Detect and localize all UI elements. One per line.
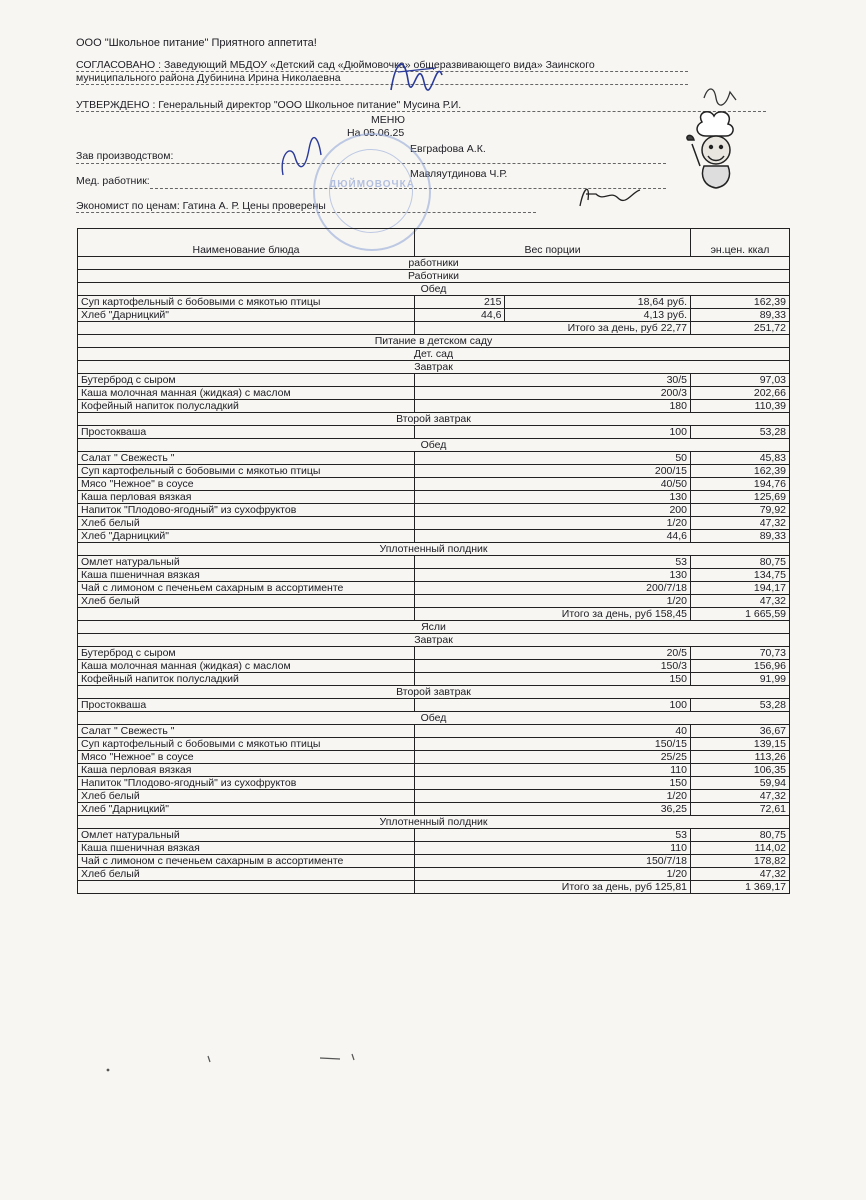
dish-weight: 110	[415, 764, 691, 777]
dish-kcal: 70,73	[691, 647, 790, 660]
dish-kcal: 36,67	[691, 725, 790, 738]
section-row	[78, 816, 790, 829]
dish-kcal: 114,02	[691, 842, 790, 855]
table-row	[78, 556, 790, 569]
table-row	[78, 530, 790, 543]
table-row	[78, 400, 790, 413]
dish-name: Каша молочная манная (жидкая) с маслом	[78, 387, 415, 400]
table-header-row	[78, 229, 790, 257]
dish-weight: 200/7/18	[415, 582, 691, 595]
table-row	[78, 777, 790, 790]
dish-kcal: 80,75	[691, 829, 790, 842]
dish-name: Каша пшеничная вязкая	[78, 842, 415, 855]
section-title: Уплотненный полдник	[78, 816, 790, 829]
dish-name: Каша пшеничная вязкая	[78, 569, 415, 582]
table-row	[78, 751, 790, 764]
dish-weight: 150	[415, 673, 691, 686]
total-label: Итого за день, руб 125,81	[415, 881, 691, 894]
dish-kcal: 194,17	[691, 582, 790, 595]
section-title: работники	[78, 257, 790, 270]
signature-economist	[574, 182, 644, 212]
dish-name: Омлет натуральный	[78, 556, 415, 569]
signature-agreed	[386, 50, 446, 95]
table-row	[78, 738, 790, 751]
dish-name: Мясо "Нежное" в соусе	[78, 478, 415, 491]
dish-name: Каша перловая вязкая	[78, 764, 415, 777]
dish-weight: 40	[415, 725, 691, 738]
menu-table-body	[78, 257, 790, 894]
dish-name: Салат " Свежесть "	[78, 725, 415, 738]
signature-approved	[700, 82, 740, 110]
dish-name: Чай с лимоном с печеньем сахарным в ассортименте	[78, 855, 415, 868]
section-row	[78, 621, 790, 634]
dish-kcal: 125,69	[691, 491, 790, 504]
chef-logo-icon	[680, 110, 750, 190]
section-title: Второй завтрак	[78, 413, 790, 426]
dish-weight: 130	[415, 569, 691, 582]
section-row	[78, 361, 790, 374]
dish-kcal: 110,39	[691, 400, 790, 413]
dish-kcal: 156,96	[691, 660, 790, 673]
total-kcal: 251,72	[691, 322, 790, 335]
table-row	[78, 855, 790, 868]
section-title: Уплотненный полдник	[78, 543, 790, 556]
dish-weight: 1/20	[415, 595, 691, 608]
menu-table	[77, 228, 790, 894]
table-row	[78, 764, 790, 777]
dish-weight: 36,25	[415, 803, 691, 816]
section-row	[78, 257, 790, 270]
dish-weight: 44,6	[415, 530, 691, 543]
dish-weight: 100	[415, 426, 691, 439]
table-row	[78, 517, 790, 530]
table-row	[78, 595, 790, 608]
dish-name: Чай с лимоном с печеньем сахарным в ассортименте	[78, 582, 415, 595]
dish-weight: 25/25	[415, 751, 691, 764]
table-row	[78, 478, 790, 491]
table-row	[78, 842, 790, 855]
section-title: Работники	[78, 270, 790, 283]
total-row	[78, 881, 790, 894]
table-row	[78, 569, 790, 582]
dish-name: Простокваша	[78, 426, 415, 439]
dish-name: Хлеб "Дарницкий"	[78, 803, 415, 816]
table-row	[78, 465, 790, 478]
economist-line: Экономист по ценам: Гатина А. Р. Цены проверены	[76, 200, 536, 213]
dish-kcal: 47,32	[691, 868, 790, 881]
column-header-kcal: эн.цен. ккал	[691, 229, 790, 257]
dish-weight: 1/20	[415, 517, 691, 530]
dish-weight: 53	[415, 829, 691, 842]
dish-name: Хлеб белый	[78, 790, 415, 803]
dish-weight: 130	[415, 491, 691, 504]
dish-name: Мясо "Нежное" в соусе	[78, 751, 415, 764]
dish-weight: 150/15	[415, 738, 691, 751]
dish-weight: 150	[415, 777, 691, 790]
menu-date: На 05.06.25	[347, 127, 405, 139]
dish-weight: 215	[415, 296, 505, 309]
dish-kcal: 162,39	[691, 296, 790, 309]
dish-weight: 150/3	[415, 660, 691, 673]
total-spacer	[78, 881, 415, 894]
dish-kcal: 59,94	[691, 777, 790, 790]
dish-weight: 1/20	[415, 868, 691, 881]
section-row	[78, 348, 790, 361]
dish-name: Напиток "Плодово-ягодный" из сухофруктов	[78, 777, 415, 790]
dish-weight: 180	[415, 400, 691, 413]
dish-kcal: 134,75	[691, 569, 790, 582]
dish-kcal: 53,28	[691, 699, 790, 712]
dish-kcal: 89,33	[691, 530, 790, 543]
section-row	[78, 712, 790, 725]
section-title: Дет. сад	[78, 348, 790, 361]
section-row	[78, 686, 790, 699]
dish-name: Хлеб белый	[78, 595, 415, 608]
section-title: Завтрак	[78, 361, 790, 374]
dish-weight: 200/3	[415, 387, 691, 400]
total-spacer	[78, 322, 415, 335]
dish-name: Кофейный напиток полусладкий	[78, 673, 415, 686]
dish-kcal: 194,76	[691, 478, 790, 491]
section-title: Обед	[78, 283, 790, 296]
med-name: Мавляутдинова Ч.Р.	[410, 168, 508, 180]
table-row	[78, 803, 790, 816]
dish-kcal: 162,39	[691, 465, 790, 478]
dish-weight: 40/50	[415, 478, 691, 491]
dish-name: Суп картофельный с бобовыми с мякотью птицы	[78, 465, 415, 478]
table-row	[78, 725, 790, 738]
dish-kcal: 47,32	[691, 790, 790, 803]
dish-weight: 1/20	[415, 790, 691, 803]
scan-marks	[100, 1050, 400, 1080]
dish-weight: 100	[415, 699, 691, 712]
section-row	[78, 543, 790, 556]
table-row	[78, 504, 790, 517]
chief-label: Зав производством:	[76, 150, 174, 162]
signature-chief	[275, 135, 325, 180]
table-row	[78, 790, 790, 803]
dish-kcal: 53,28	[691, 426, 790, 439]
dish-name: Суп картофельный с бобовыми с мякотью птицы	[78, 296, 415, 309]
dish-weight: 150/7/18	[415, 855, 691, 868]
table-row	[78, 426, 790, 439]
dish-name: Кофейный напиток полусладкий	[78, 400, 415, 413]
agreed-line: СОГЛАСОВАНО : Заведующий МБДОУ «Детский сад «Дюймовочка» общеразвивающего вида» Заинского	[76, 59, 688, 72]
dish-name: Простокваша	[78, 699, 415, 712]
table-row	[78, 374, 790, 387]
table-row	[78, 660, 790, 673]
dish-name: Хлеб "Дарницкий"	[78, 530, 415, 543]
dish-name: Бутерброд с сыром	[78, 374, 415, 387]
dish-kcal: 202,66	[691, 387, 790, 400]
dish-weight: 53	[415, 556, 691, 569]
section-title: Обед	[78, 712, 790, 725]
table-row	[78, 387, 790, 400]
dish-kcal: 45,83	[691, 452, 790, 465]
dish-name: Каша молочная манная (жидкая) с маслом	[78, 660, 415, 673]
dish-kcal: 91,99	[691, 673, 790, 686]
section-title: Завтрак	[78, 634, 790, 647]
dish-kcal: 47,32	[691, 517, 790, 530]
menu-title: МЕНЮ	[371, 114, 405, 126]
dish-weight: 110	[415, 842, 691, 855]
company-line: ООО "Школьное питание" Приятного аппетита!	[76, 37, 317, 49]
dish-name: Салат " Свежесть "	[78, 452, 415, 465]
dish-price: 4,13 руб.	[505, 309, 691, 322]
table-row	[78, 491, 790, 504]
dish-kcal: 178,82	[691, 855, 790, 868]
dish-weight: 20/5	[415, 647, 691, 660]
dish-weight: 200	[415, 504, 691, 517]
section-row	[78, 439, 790, 452]
dish-kcal: 139,15	[691, 738, 790, 751]
dish-name: Хлеб "Дарницкий"	[78, 309, 415, 322]
table-row	[78, 829, 790, 842]
dish-name: Суп картофельный с бобовыми с мякотью птицы	[78, 738, 415, 751]
total-row	[78, 322, 790, 335]
total-label: Итого за день, руб 22,77	[415, 322, 691, 335]
dish-name: Омлет натуральный	[78, 829, 415, 842]
section-row	[78, 335, 790, 348]
dish-kcal: 80,75	[691, 556, 790, 569]
table-row	[78, 452, 790, 465]
section-row	[78, 283, 790, 296]
total-kcal: 1 369,17	[691, 881, 790, 894]
dish-weight: 30/5	[415, 374, 691, 387]
section-title: Питание в детском саду	[78, 335, 790, 348]
column-header-weight: Вес порции	[415, 229, 691, 257]
column-header-dish: Наименование блюда	[78, 229, 415, 257]
section-title: Второй завтрак	[78, 686, 790, 699]
dish-price: 18,64 руб.	[505, 296, 691, 309]
table-row	[78, 309, 790, 322]
table-row	[78, 647, 790, 660]
dish-kcal: 79,92	[691, 504, 790, 517]
chief-name: Евграфова А.К.	[410, 143, 486, 155]
section-row	[78, 413, 790, 426]
total-label: Итого за день, руб 158,45	[415, 608, 691, 621]
dish-name: Хлеб белый	[78, 517, 415, 530]
dish-kcal: 89,33	[691, 309, 790, 322]
dish-kcal: 106,35	[691, 764, 790, 777]
section-row	[78, 634, 790, 647]
dish-kcal: 72,61	[691, 803, 790, 816]
table-row	[78, 582, 790, 595]
total-kcal: 1 665,59	[691, 608, 790, 621]
table-row	[78, 673, 790, 686]
dish-kcal: 47,32	[691, 595, 790, 608]
dish-name: Хлеб белый	[78, 868, 415, 881]
approved-line: УТВЕРЖДЕНО : Генеральный директор "ООО Школьное питание" Мусина Р.И.	[76, 99, 766, 112]
table-row	[78, 296, 790, 309]
section-title: Ясли	[78, 621, 790, 634]
stamp-text: ДЮЙМОВОЧКА	[329, 179, 415, 190]
dish-name: Бутерброд с сыром	[78, 647, 415, 660]
dish-weight: 200/15	[415, 465, 691, 478]
total-spacer	[78, 608, 415, 621]
agreed-line-continued: муниципального района Дубинина Ирина Николаевна	[76, 72, 688, 85]
med-label: Мед. работник:	[76, 175, 150, 187]
dish-name: Напиток "Плодово-ягодный" из сухофруктов	[78, 504, 415, 517]
section-row	[78, 270, 790, 283]
dish-weight: 50	[415, 452, 691, 465]
dish-kcal: 113,26	[691, 751, 790, 764]
dish-weight: 44,6	[415, 309, 505, 322]
dish-name: Каша перловая вязкая	[78, 491, 415, 504]
table-row	[78, 699, 790, 712]
total-row	[78, 608, 790, 621]
dish-kcal: 97,03	[691, 374, 790, 387]
table-row	[78, 868, 790, 881]
section-title: Обед	[78, 439, 790, 452]
